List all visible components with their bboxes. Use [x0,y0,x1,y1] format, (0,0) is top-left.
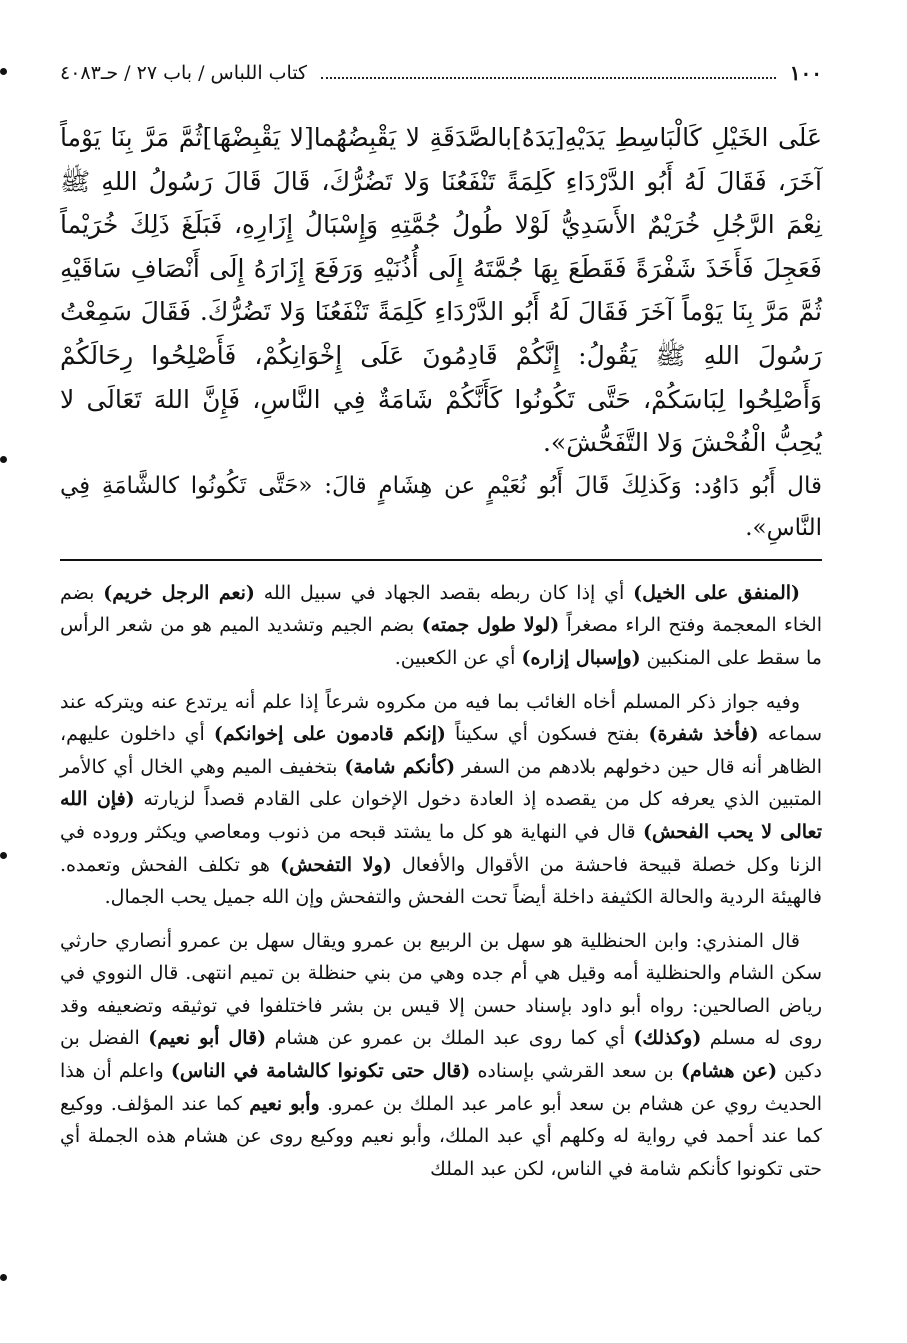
commentary-text: أي داخلون عليهم، الظاهر أنه قال حين دخولهم بلادهم من السفر [60,723,822,778]
commentary-paragraph [60,925,822,1186]
commentary-text: قال المنذري: وابن الحنظلية هو سهل بن الربيع بن عمرو ويقال سهل بن عمرو أنصاري حارثي سكن الشام والحنظلية أمه وقيل هي أم جده وهي من بني حنظلة بن تميم انتهى. قال النووي في رياض الصالحين: رواه أبو داود بإسناد حسن إلا قيس بن بشر فاختلفوا في توثيقه وتضعيفه وقد روى له مسلم [60,929,822,1050]
margin-mark [0,852,7,859]
commentary-text: بتخفيف الميم وهي الخال أي كالأمر المتبين الذي يعرفه كل من يقصده إذ العادة دخول الإخوان على القادم قصداً لزيارته [60,755,822,811]
hadith-body: عَلَى الخَيْلِ كَالْبَاسِطِ يَدَيْهِ[يَدَهُ]بالصَّدَقَةِ لا يَقْبِضُهُما[لا يَقْبِضْهَا]ثُمَّ مَرَّ بِنَا يَوْماً آخَرَ، فَقَالَ لَهُ أَبُو الدَّرْدَاءِ كَلِمَةً تَنْفَعُنَا وَلا تَضُرُّكَ، قَالَ قَالَ رَسُولُ اللهِ ﷺ نِعْمَ الرَّجُلِ خُرَيْمٌ الأَسَدِيُّ لَوْلا طُولُ جُمَّتِهِ وَإِسْبَالُ إِزَارِهِ، فَبَلَغَ ذَلِكَ خُرَيْماً فَعَجِلَ فَأَخَذَ شَفْرَةً فَقَطَعَ بِهَا جُمَّتَهُ إِلَى أُذُنَيْهِ وَرَفَعَ إِزَارَهُ إِلَى أَنْصَافِ سَاقَيْهِ ثُمَّ مَرَّ بِنَا يَوْماً آخَرَ فَقَالَ لَهُ أَبُو الدَّرْدَاءِ كَلِمَةً تَنْفَعُنَا وَلا تَضُرُّكَ. فَقَالَ سَمِعْتُ رَسُولَ اللهِ ﷺ يَقُولُ: إِنَّكُمْ قَادِمُونَ عَلَى إِخْوَانِكُمْ، فَأَصْلِحُوا رِحَالَكُمْ وَأَصْلِحُوا لِبَاسَكُمْ، حَتَّى تَكُونُوا كَأَنَّكُمْ شَامَةٌ فِي النَّاسِ، فَإِنَّ اللهَ تَعَالَى لا يُحِبُّ الْفُحْشَ وَلا التَّفَحُّشَ». [60,123,822,458]
commentary-text: قال في النهاية هو كل ما يشتد قبحه من ذنوب ومعاصي ويكثر وروده في الزنا وكل خصلة قبيحة فاحشة من الأقوال والأفعال [60,820,822,876]
commentary [60,577,822,1186]
margin-mark [0,1274,7,1281]
commentary-text: واعلم أن هذا الحديث روي عن هشام بن سعد أبو عامر عبد الملك بن عمرو. [60,1060,822,1115]
commentary-text: بضم الجيم وتشديد الميم هو من شعر الرأس ما سقط على المنكبين [60,614,822,669]
commentary-text: الفضل بن دكين [60,1027,822,1083]
page-header [60,58,822,88]
bold-term: (كأنكم شامة) [344,755,456,778]
commentary-text: وفيه جواز ذكر المسلم أخاه الغائب بما فيه من مكروه شرعاً إذا علم أنه يرتدع عنه ويتركه عند سماعه [60,690,822,746]
bold-term: (فإن الله تعالى لا يحب الفحش) [60,788,822,843]
margin-mark [0,68,7,75]
commentary-paragraph [60,577,822,675]
margin-mark [0,456,7,463]
bold-term: وأبو نعيم [249,1092,320,1115]
bold-term: (إنكم قادمون على إخوانكم) [213,723,446,746]
commentary-paragraph [60,686,822,914]
bold-term: (عن هشام) [680,1060,778,1083]
bold-term: (المنفق على الخيل) [633,581,800,604]
commentary-text: هو تكلف الفحش وتعمده. فالهيئة الردية والحالة الكثيفة داخلة أيضاً تحت الفحش والتفحش وإن الله جميل يحب الجمال. [60,853,822,909]
commentary-text: أي كما روى عبد الملك بن عمرو عن هشام [266,1027,634,1050]
bold-term: (فأخذ شفرة) [648,723,759,746]
commentary-text: بفتح فسكون أي سكيناً [445,723,649,746]
running-title: كتاب اللباس / باب ٢٧ / حـ٤٠٨٣ [60,62,308,84]
separator-line [60,559,822,561]
bold-term: (وكذلك) [633,1027,702,1050]
bold-term: (وإسبال إزاره) [521,646,641,669]
bold-term: (لولا طول جمته) [421,614,560,637]
page-number: ١٠٠ [789,61,822,85]
commentary-text: بن سعد القرشي بإسناده [470,1060,681,1083]
commentary-text: أي إذا كان ربطه بقصد الجهاد في سبيل الله [254,581,634,604]
bold-term: (نعم الرجل خريم) [103,581,255,604]
bold-term: (ولا التفحش) [280,853,392,876]
commentary-text: كما عند المؤلف. ووكيع كما عند أحمد في رواية له وكلهم أي عبد الملك، وأبو نعيم ووكيع روى عن هشام هذه الجملة أي حتى تكونوا كأنكم شامة في الناس، لكن عبد الملك [60,1092,822,1180]
commentary-text: أي عن الكعبين. [394,646,522,669]
bold-term: (قال أبو نعيم) [148,1027,267,1050]
header-leader-dots [321,67,776,79]
hadith-text [60,116,822,549]
commentary-text: بضم الخاء المعجمة وفتح الراء مصغراً [60,581,822,637]
bold-term: (قال حتى تكونوا كالشامة في الناس) [170,1060,471,1083]
book-page [60,58,822,1196]
source-note: قال أَبُو دَاوُد: وَكَذلِكَ قَالَ أَبُو نُعَيْمٍ عن هِشَامٍ قالَ: «حَتَّى تَكُونُوا كالشَّامَةِ فِي النَّاسِ». [60,472,822,541]
